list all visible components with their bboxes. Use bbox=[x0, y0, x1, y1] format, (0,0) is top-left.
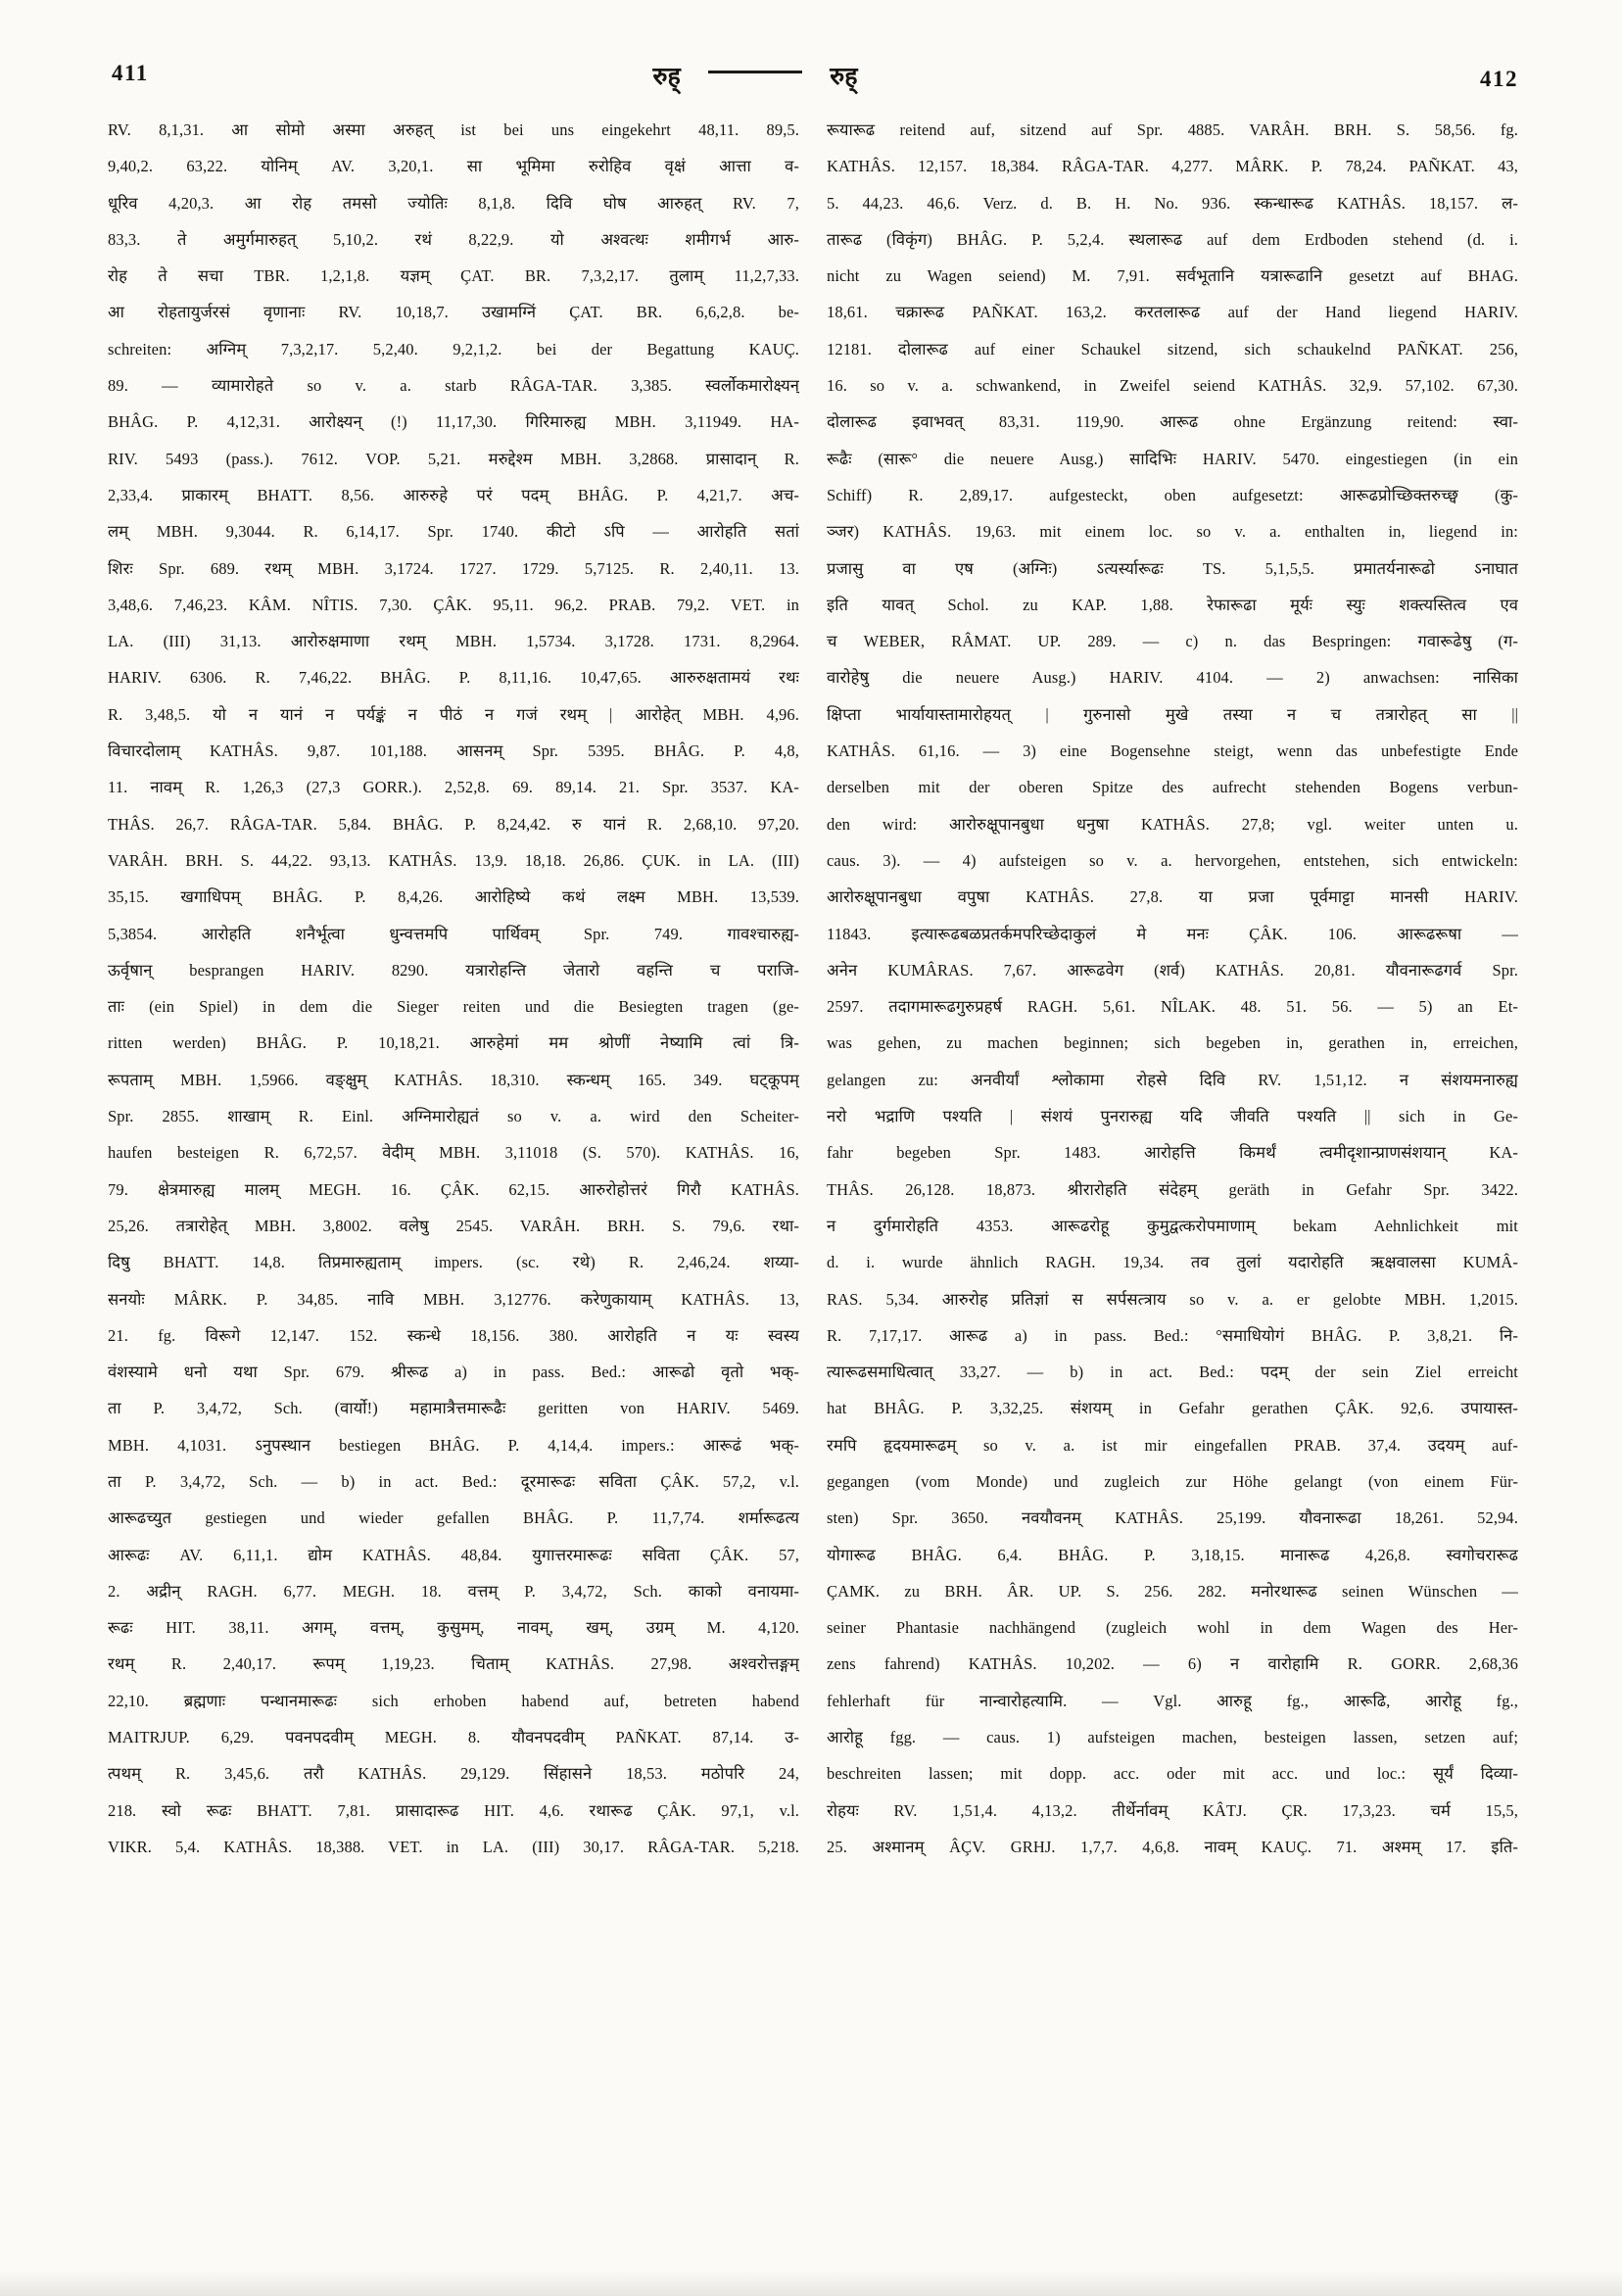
text-line: वंशस्यामे धनो यथा Spr. 679. श्रीरूढ a) in pass. Bed.: आरूढो वृतो भक्- bbox=[108, 1363, 799, 1382]
text-line: ताः (ein Spiel) in dem die Sieger reiten und die Besiegten tragen (ge- bbox=[108, 997, 799, 1017]
text-line: 5,3854. आरोहति शनैर्भूत्वा धुन्वत्तमपि पार्थिवम् Spr. 749. गावश्चारुह्य- bbox=[108, 924, 799, 943]
text-line: RAS. 5,34. आरुरोह प्रतिज्ञां स सर्पसत्त्राय so v. a. er gelobte MBH. 1,2015. bbox=[827, 1289, 1518, 1309]
text-line: रोहयः RV. 1,51,4. 4,13,2. तीर्थेर्नावम् KÂTJ. ÇR. 17,3,23. चर्म 15,5, bbox=[827, 1800, 1518, 1820]
text-line: 89. — व्यामारोहते so v. a. starb RÂGA-TAR. 3,385. स्वर्लोकमारोक्ष्यन् bbox=[108, 376, 799, 396]
text-line: इति यावत् Schol. zu KAP. 1,88. रेफारूढा मूर्यः स्युः शक्त्यस्तित्व एव bbox=[827, 595, 1518, 614]
text-line: दोलारूढ इवाभवत् 83,31. 119,90. आरूढ ohne Ergänzung reitend: स्वा- bbox=[827, 412, 1518, 432]
text-line: sten) Spr. 3650. नवयौवनम् KATHÂS. 25,199. यौवनारूढा 18,261. 52,94. bbox=[827, 1508, 1518, 1528]
text-line: आरोरुक्षूपानबुधा वपुषा KATHÂS. 27,8. या प्रजा पूर्वमाट्टा मानसी HARIV. bbox=[827, 887, 1518, 907]
text-line: derselben mit der oberen Spitze des aufrecht stehenden Bogens verbun- bbox=[827, 778, 1518, 797]
left-column bbox=[108, 112, 799, 1865]
text-line: 2597. तदागमारूढगुरुप्रहर्ष RAGH. 5,61. NÎLAK. 48. 51. 56. — 5) an Et- bbox=[827, 997, 1518, 1017]
text-line: त्पथम् R. 3,45,6. तरौ KATHÂS. 29,129. सिंहासने 18,53. मठोपरि 24, bbox=[108, 1764, 799, 1784]
text-line: 18,61. चक्रारूढ PAÑKAT. 163,2. करतलारूढ auf der Hand liegend HARIV. bbox=[827, 303, 1518, 322]
text-line: seiner Phantasie nachhängend (zugleich wohl in dem Wagen des Her- bbox=[827, 1618, 1518, 1638]
text-line: रूयारूढ reitend auf, sitzend auf Spr. 4885. VARÂH. BRH. S. 58,56. fg. bbox=[827, 120, 1518, 139]
text-line: 5. 44,23. 46,6. Verz. d. B. H. No. 936. स्कन्धारूढ KATHÂS. 18,157. ल- bbox=[827, 193, 1518, 213]
text-line: caus. 3). — 4) aufsteigen so v. a. hervorgehen, entstehen, sich entwickeln: bbox=[827, 850, 1518, 870]
text-line: ritten werden) BHÂG. P. 10,18,21. आरुहेमां मम श्रोणीं नेष्यामि त्वां त्रि- bbox=[108, 1033, 799, 1053]
text-line: 21. fg. विरूगे 12,147. 152. स्कन्धे 18,156. 380. आरोहति न यः स्वस्य bbox=[108, 1325, 799, 1345]
text-line: LA. (III) 31,13. आरोरुक्षमाणा रथम् MBH. 1,5734. 3,1728. 1731. 8,2964. bbox=[108, 632, 799, 651]
text-line: रमपि हृदयमारूढम् so v. a. ist mir eingefallen PRAB. 37,4. उदयम् auf- bbox=[827, 1435, 1518, 1455]
page-header bbox=[108, 55, 1520, 102]
text-line: अनेन KUMÂRAS. 7,67. आरूढवेग (शर्व) KATHÂS. 20,81. यौवनारूढगर्व Spr. bbox=[827, 960, 1518, 980]
right-column bbox=[827, 112, 1518, 1865]
text-line: नरो भद्राणि पश्यति | संशयं पुनरारुह्य यदि जीवति पश्यति || sich in Ge- bbox=[827, 1107, 1518, 1126]
text-line: धूरिव 4,20,3. आ रोह तमसो ज्योतिः 8,1,8. दिवि घोष आरुहत् RV. 7, bbox=[108, 193, 799, 213]
text-line: 22,10. ब्रह्मणाः पन्थानमारूढः sich erhoben habend auf, betreten habend bbox=[108, 1691, 799, 1710]
text-line: 25,26. तत्रारोहेत् MBH. 3,8002. वलेषु 2545. VARÂH. BRH. S. 79,6. रथा- bbox=[108, 1216, 799, 1235]
text-line: विचारदोलाम् KATHÂS. 9,87. 101,188. आसनम् Spr. 5395. BHÂG. P. 4,8, bbox=[108, 741, 799, 761]
text-line: ऊर्वृषान् besprangen HARIV. 8290. यत्रारोहन्ति जेतारो वहन्ति च पराजि- bbox=[108, 960, 799, 980]
text-line: ता P. 3,4,72, Sch. (वार्यो!) महामात्रैत्तमारूढैः geritten von HARIV. 5469. bbox=[108, 1399, 799, 1418]
text-line: लम् MBH. 9,3044. R. 6,14,17. Spr. 1740. कीटो ऽपि — आरोहति सतां bbox=[108, 522, 799, 542]
text-line: ञ्जर) KATHÂS. 19,63. mit einem loc. so v. a. enthalten in, liegend in: bbox=[827, 522, 1518, 542]
text-line: RV. 8,1,31. आ सोमो अस्मा अरुहत् ist bei uns eingekehrt 48,11. 89,5. bbox=[108, 120, 799, 139]
text-line: रूढः HIT. 38,11. अगम्, वत्तम्, कुसुमम्, नावम्, खम्, उग्रम् M. 4,120. bbox=[108, 1618, 799, 1638]
text-line: 79. क्षेत्रमारुह्य मालम् MEGH. 16. ÇÂK. 62,15. आरुरोहोत्तरं गिरौ KATHÂS. bbox=[108, 1179, 799, 1199]
text-line: आरूढः AV. 6,11,1. द्योम KATHÂS. 48,84. युगात्तरमारूढः सविता ÇÂK. 57, bbox=[108, 1545, 799, 1564]
text-line: प्रजासु वा एष (अग्निः) ऽत्यर्स्यारूढः TS. 5,1,5,5. प्रमातर्यनारूढो ऽनाघात bbox=[827, 558, 1518, 578]
text-line: THÂS. 26,7. RÂGA-TAR. 5,84. BHÂG. P. 8,24,42. रु यानं R. 2,68,10. 97,20. bbox=[108, 814, 799, 834]
text-line: KATHÂS. 61,16. — 3) eine Bogensehne steigt, wenn das unbefestigte Ende bbox=[827, 741, 1518, 761]
text-line: 83,3. ते अमुर्गमारुहत् 5,10,2. रथं 8,22,9. यो अश्वत्थः शमीगर्भ आरु- bbox=[108, 229, 799, 249]
text-line: 3,48,6. 7,46,23. KÂM. NÎTIS. 7,30. ÇÂK. 95,11. 96,2. PRAB. 79,2. VET. in bbox=[108, 595, 799, 614]
text-line: nicht zu Wagen seiend) M. 7,91. सर्वभूतानि यत्रारूढानि gesetzt auf BHAG. bbox=[827, 266, 1518, 286]
text-line: gelangen zu: अनवीर्यां श्लोकामा रोहसे दिवि RV. 1,51,12. न संशयमनारुह्य bbox=[827, 1070, 1518, 1089]
text-line: 2. अद्रीन् RAGH. 6,77. MEGH. 18. वत्तम् P. 3,4,72, Sch. काको वनायमा- bbox=[108, 1581, 799, 1601]
text-line: gegangen (vom Monde) und zugleich zur Höhe gelangt (von einem Für- bbox=[827, 1471, 1518, 1491]
page-number-left: 411 bbox=[112, 61, 149, 85]
text-line: R. 3,48,5. यो न यानं न पर्यङ्कं न पीठं न गजं रथम् | आरोहेत् MBH. 4,96. bbox=[108, 704, 799, 724]
text-line: HARIV. 6306. R. 7,46,22. BHÂG. P. 8,11,16. 10,47,65. आरुरुक्षतामयं रथः bbox=[108, 668, 799, 688]
text-line: आरोहू fgg. — caus. 1) aufsteigen machen, besteigen lassen, setzen auf; bbox=[827, 1728, 1518, 1747]
text-line: तारूढ (विकृंग) BHÂG. P. 5,2,4. स्थलारूढ auf dem Erdboden stehend (d. i. bbox=[827, 229, 1518, 249]
text-line: 11. नावम् R. 1,26,3 (27,3 GORR.). 2,52,8. 69. 89,14. 21. Spr. 3537. KA- bbox=[108, 778, 799, 797]
text-line: VARÂH. BRH. S. 44,22. 93,13. KATHÂS. 13,9. 18,18. 26,86. ÇUK. in LA. (III) bbox=[108, 850, 799, 870]
text-line: न दुर्गमारोहति 4353. आरूढरोहू कुमुद्वत्करोपमाणाम् bekam Aehnlichkeit mit bbox=[827, 1216, 1518, 1235]
text-line: schreiten: अग्निम् 7,3,2,17. 5,2,40. 9,2,1,2. bei der Begattung KAUÇ. bbox=[108, 339, 799, 359]
text-line: रूढैः (सारू° die neuere Ausg.) सादिभिः HARIV. 5470. eingestiegen (in ein bbox=[827, 449, 1518, 468]
text-line: RIV. 5493 (pass.). 7612. VOP. 5,21. मरुद्देश्म MBH. 3,2868. प्रासादान् R. bbox=[108, 449, 799, 468]
headword-right: रुह् bbox=[830, 64, 858, 90]
text-line: THÂS. 26,128. 18,873. श्रीरारोहति संदेहम् geräth in Gefahr Spr. 3422. bbox=[827, 1179, 1518, 1199]
text-line: 9,40,2. 63,22. योनिम् AV. 3,20,1. सा भूमिमा रुरोहिव वृक्षं आत्ता व- bbox=[108, 157, 799, 176]
text-line: शिरः Spr. 689. रथम् MBH. 3,1724. 1727. 1729. 5,7125. R. 2,40,11. 13. bbox=[108, 558, 799, 578]
text-line: KATHÂS. 12,157. 18,384. RÂGA-TAR. 4,277. MÂRK. P. 78,24. PAÑKAT. 43, bbox=[827, 157, 1518, 176]
dash-divider bbox=[708, 71, 802, 73]
text-line: BHÂG. P. 4,12,31. आरोक्ष्यन् (!) 11,17,30. गिरिमारुह्य MBH. 3,11949. HA- bbox=[108, 412, 799, 432]
text-line: 16. so v. a. schwankend, in Zweifel seiend KATHÂS. 32,9. 57,102. 67,30. bbox=[827, 376, 1518, 396]
text-line: MAITRJUP. 6,29. पवनपदवीम् MEGH. 8. यौवनपदवीम् PAÑKAT. 87,14. उ- bbox=[108, 1728, 799, 1747]
text-line: Schiff) R. 2,89,17. aufgesteckt, oben aufgesetzt: आरूढप्रोच्छिक्तरुच्छ्व (कु- bbox=[827, 485, 1518, 504]
text-line: रोह ते सचा TBR. 1,2,1,8. यज्ञम् ÇAT. BR. 7,3,2,17. तुलाम् 11,2,7,33. bbox=[108, 266, 799, 286]
text-line: आ रोहतायुर्जरसं वृणानाः RV. 10,18,7. उखामग्निं ÇAT. BR. 6,6,2,8. be- bbox=[108, 303, 799, 322]
page-number-right: 412 bbox=[1480, 67, 1518, 91]
text-line: च WEBER, RÂMAT. UP. 289. — c) n. das Bespringen: गवारूढेषु (ग- bbox=[827, 632, 1518, 651]
text-line: 35,15. खगाधिपम् BHÂG. P. 8,4,26. आरोहिष्ये कथं लक्ष्म MBH. 13,539. bbox=[108, 887, 799, 907]
text-line: hat BHÂG. P. 3,32,25. संशयम् in Gefahr gerathen ÇÂK. 92,6. उपायास्त- bbox=[827, 1399, 1518, 1418]
text-line: ता P. 3,4,72, Sch. — b) in act. Bed.: दूरमारूढः सविता ÇÂK. 57,2, v.l. bbox=[108, 1471, 799, 1491]
text-line: त्यारूढसमाधित्वात् 33,27. — b) in act. Bed.: पदम् der sein Ziel erreicht bbox=[827, 1363, 1518, 1382]
text-line: haufen besteigen R. 6,72,57. वेदीम् MBH. 3,11018 (S. 570). KATHÂS. 16, bbox=[108, 1143, 799, 1163]
headword-left: रुह् bbox=[652, 64, 681, 90]
text-line: fahr begeben Spr. 1483. आरोहत्ति किमर्थं त्वमीदृशान्प्राणसंशयान् KA- bbox=[827, 1143, 1518, 1163]
text-line: क्षिप्ता भार्यायास्तामारोहयत् | गुरुनासो मुखे तस्या न च तत्रारोहत् सा || bbox=[827, 704, 1518, 724]
text-line: रथम् R. 2,40,17. रूपम् 1,19,23. चिताम् KATHÂS. 27,98. अश्वरोत्तङ्गम् bbox=[108, 1654, 799, 1674]
text-line: 11843. इत्यारूढबळप्रतर्कमपरिच्छेदाकुलं मे मनः ÇÂK. 106. आरूढरूषा — bbox=[827, 924, 1518, 943]
text-line: VIKR. 5,4. KATHÂS. 18,388. VET. in LA. (III) 30,17. RÂGA-TAR. 5,218. bbox=[108, 1837, 799, 1856]
text-line: beschreiten lassen; mit dopp. acc. oder mit acc. und loc.: सूर्यं दिव्या- bbox=[827, 1764, 1518, 1784]
text-line: दिषु BHATT. 14,8. तिप्रमारुह्यताम् impers. (sc. रथे) R. 2,46,24. शय्या- bbox=[108, 1253, 799, 1272]
running-head bbox=[108, 59, 1403, 92]
text-line: zens fahrend) KATHÂS. 10,202. — 6) न वारोहामि R. GORR. 2,68,36 bbox=[827, 1654, 1518, 1674]
text-line: Spr. 2855. शाखाम् R. Einl. अग्निमारोह्यतं so v. a. wird den Scheiter- bbox=[108, 1107, 799, 1126]
text-line: आरूढच्युत gestiegen und wieder gefallen BHÂG. P. 11,7,74. शर्मारूढत्य bbox=[108, 1508, 799, 1528]
text-line: 12181. दोलारूढ auf einer Schaukel sitzend, sich schaukelnd PAÑKAT. 256, bbox=[827, 339, 1518, 359]
text-line: R. 7,17,17. आरूढ a) in pass. Bed.: °समाधियोगं BHÂG. P. 3,8,21. नि- bbox=[827, 1325, 1518, 1345]
text-line: ÇAMK. zu BRH. ÂR. UP. S. 256. 282. मनोरथारूढ seinen Wünschen — bbox=[827, 1581, 1518, 1601]
text-line: d. i. wurde ähnlich RAGH. 19,34. तव तुलां यदारोहति ऋक्षवालसा KUMÂ- bbox=[827, 1253, 1518, 1272]
text-line: den wird: आरोरुक्षूपानबुधा धनुषा KATHÂS. 27,8; vgl. weiter unten u. bbox=[827, 814, 1518, 834]
text-line: 218. स्वो रूढः BHATT. 7,81. प्रासादारूढ HIT. 4,6. रथारूढ ÇÂK. 97,1, v.l. bbox=[108, 1800, 799, 1820]
text-line: 2,33,4. प्राकारम् BHATT. 8,56. आरुरुहे परं पदम् BHÂG. P. 4,21,7. अच- bbox=[108, 485, 799, 504]
text-line: 25. अश्मानम् ÂÇV. GRHJ. 1,7,7. 4,6,8. नावम् KAUÇ. 71. अश्मम् 17. इति- bbox=[827, 1837, 1518, 1856]
text-line: वारोहेषु die neuere Ausg.) HARIV. 4104. — 2) anwachsen: नासिका bbox=[827, 668, 1518, 688]
text-line: MBH. 4,1031. ऽनुपस्थान bestiegen BHÂG. P. 4,14,4. impers.: आरूढं भक्- bbox=[108, 1435, 799, 1455]
text-line: योगारूढ BHÂG. 6,4. BHÂG. P. 3,18,15. मानारूढ 4,26,8. स्वगोचरारूढ bbox=[827, 1545, 1518, 1564]
text-line: रूपताम् MBH. 1,5966. वङ्क्षुम् KATHÂS. 18,310. स्कन्धम् 165. 349. घट्कूपम् bbox=[108, 1070, 799, 1089]
text-line: was gehen, zu machen beginnen; sich begeben in, gerathen in, erreichen, bbox=[827, 1033, 1518, 1053]
text-columns bbox=[108, 112, 1520, 1865]
text-line: सनयोः MÂRK. P. 34,85. नावि MBH. 3,12776. करेणुकायाम् KATHÂS. 13, bbox=[108, 1289, 799, 1309]
text-line: fehlerhaft für नान्वारोहत्यामि. — Vgl. आरुहू fg., आरूढि, आरोहू fg., bbox=[827, 1691, 1518, 1710]
